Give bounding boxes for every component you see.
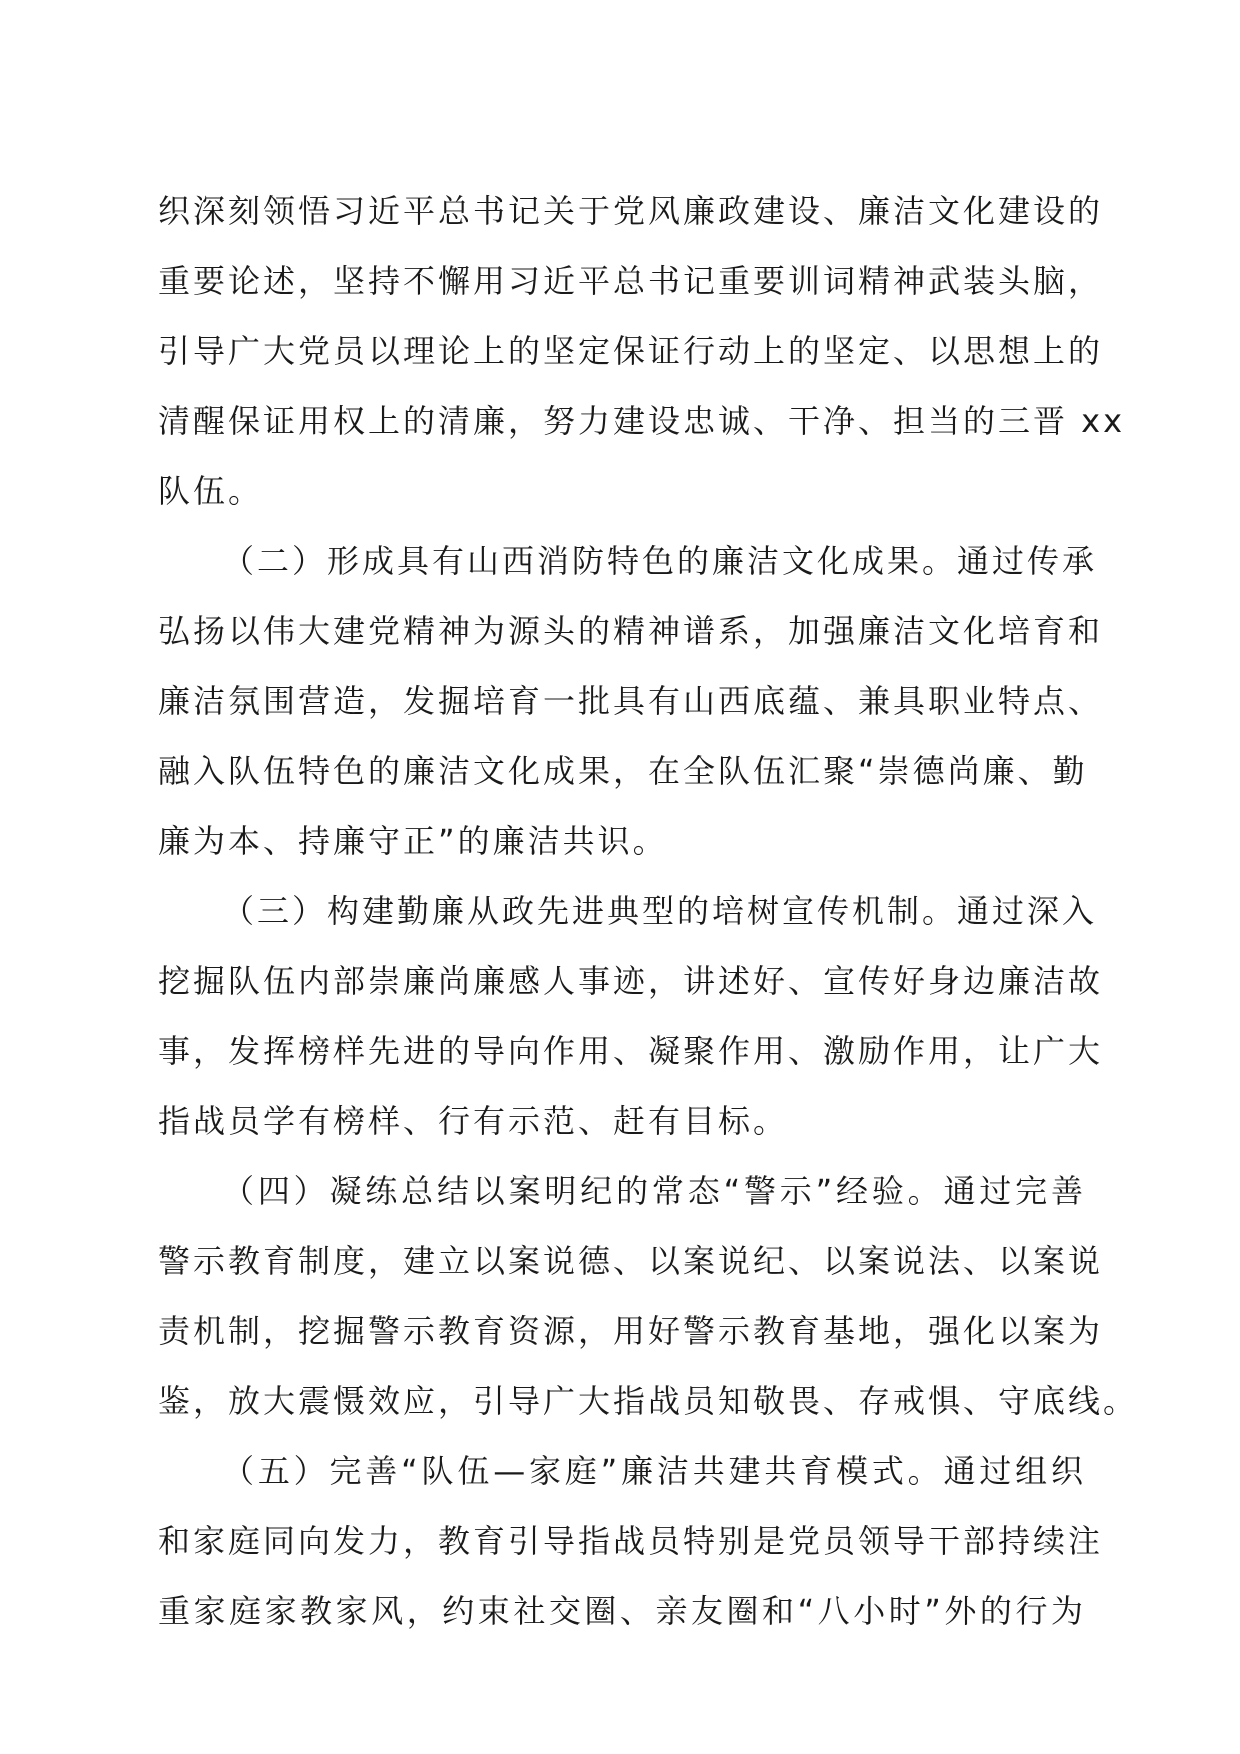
text-line: 和家庭同向发力，教育引导指战员特别是党员领导干部持续注: [158, 1522, 1104, 1560]
text-line: 指战员学有榜样、行有示范、赶有目标。: [158, 1102, 789, 1140]
text-line: 融入队伍特色的廉洁文化成果，在全队伍汇聚“崇德尚廉、勤: [158, 752, 1088, 790]
text-line: 队伍。: [158, 472, 264, 510]
text-line: 弘扬以伟大建党精神为源头的精神谱系，加强廉洁文化培育和: [158, 612, 1104, 650]
text-line: 鉴，放大震慑效应，引导广大指战员知敬畏、存戒惧、守底线。: [158, 1382, 1139, 1420]
text-line: 清醒保证用权上的清廉，努力建设忠诚、干净、担当的三晋 xx: [158, 402, 1126, 440]
text-line: 重家庭家教家风，约束社交圈、亲友圈和“八小时”外的行为: [158, 1592, 1086, 1630]
text-line: 事，发挥榜样先进的导向作用、凝聚作用、激励作用，让广大: [158, 1032, 1104, 1070]
paragraph-three: [158, 876, 1104, 1156]
text-line: 廉洁氛围营造，发掘培育一批具有山西底蕴、兼具职业特点、: [158, 682, 1104, 720]
text-line: 织深刻领悟习近平总书记关于党风廉政建设、廉洁文化建设的: [158, 192, 1104, 230]
text-line: （三）构建勤廉从政先进典型的培树宣传机制。通过深入: [222, 892, 1098, 930]
paragraph-four: [158, 1156, 1139, 1436]
text-line: 挖掘队伍内部崇廉尚廉感人事迹，讲述好、宣传好身边廉洁故: [158, 962, 1104, 1000]
text-line: （二）形成具有山西消防特色的廉洁文化成果。通过传承: [222, 542, 1098, 580]
text-line: （四）凝练总结以案明纪的常态“警示”经验。通过完善: [222, 1172, 1086, 1210]
text-line: 廉为本、持廉守正”的廉洁共识。: [158, 822, 668, 860]
document-body: [158, 176, 1139, 1646]
text-line: 引导广大党员以理论上的坚定保证行动上的坚定、以思想上的: [158, 332, 1104, 370]
text-line: 责机制，挖掘警示教育资源，用好警示教育基地，强化以案为: [158, 1312, 1104, 1350]
paragraph-five: [158, 1436, 1104, 1646]
paragraph-continuation: [158, 176, 1126, 526]
paragraph-two: [158, 526, 1104, 876]
text-line: 重要论述，坚持不懈用习近平总书记重要训词精神武装头脑，: [158, 262, 1104, 300]
text-line: 警示教育制度，建立以案说德、以案说纪、以案说法、以案说: [158, 1242, 1104, 1280]
text-line: （五）完善“队伍—家庭”廉洁共建共育模式。通过组织: [222, 1452, 1086, 1490]
